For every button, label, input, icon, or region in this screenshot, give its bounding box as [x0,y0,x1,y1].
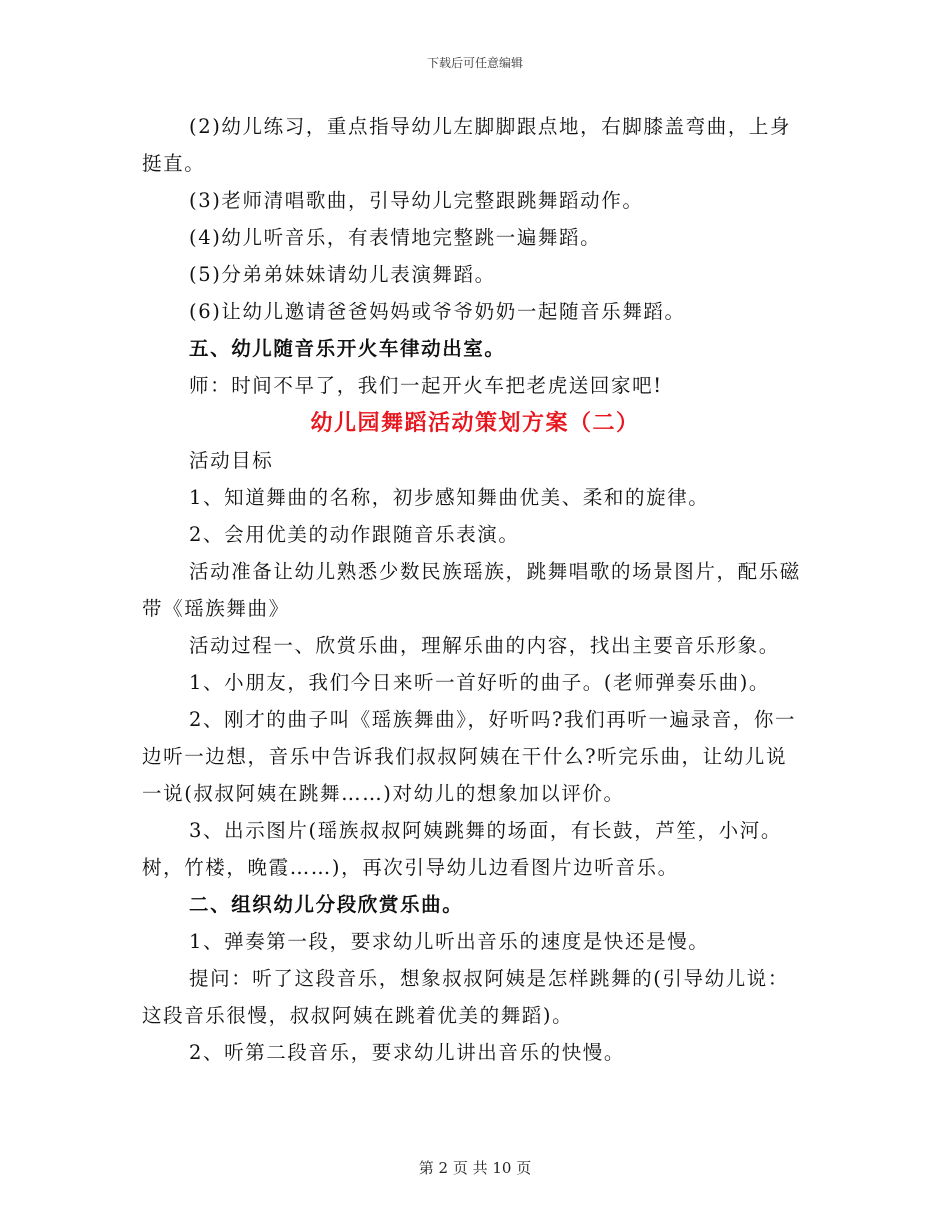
section-heading-five: 五、幼儿随音乐开火车律动出室。 [189,337,506,360]
header-note: 下载后可任意编辑 [426,56,523,70]
section-heading-two: 二、组织幼儿分段欣赏乐曲。 [189,893,464,916]
process-step-2: 2、刚才的曲子叫《瑶族舞曲》，好听吗?我们再听一遍录音，你一边听一边想，音乐中告诉我们叔叔阿姨在干什么?听完乐曲，让幼儿说一说(叔叔阿姨在跳舞……)对幼儿的想象加以评价。 [142,708,797,805]
activity-preparation: 活动准备让幼儿熟悉少数民族瑶族，跳舞唱歌的场景图片，配乐磁带《瑶族舞曲》 [142,560,801,620]
goal-1: 1、知道舞曲的名称，初步感知舞曲优美、柔和的旋律。 [189,486,710,509]
page-indicator: 第 2 页 共 10 页 [418,1159,532,1177]
paragraph-step-3: (3)老师清唱歌曲，引导幼儿完整跟跳舞蹈动作。 [189,189,644,212]
segment-step-2: 2、听第二段音乐，要求幼儿讲出音乐的快慢。 [189,1041,626,1064]
goal-2: 2、会用优美的动作跟随音乐表演。 [189,523,520,546]
activity-goals-label: 活动目标 [189,449,274,472]
activity-process-1: 活动过程一、欣赏乐曲，理解乐曲的内容，找出主要音乐形象。 [189,634,780,657]
document-body [142,108,808,1071]
process-step-3: 3、出示图片(瑶族叔叔阿姨跳舞的场面，有长鼓，芦笙，小河。树，竹楼，晚霞……)，再次引导幼儿边看图片边听音乐。 [142,819,782,879]
question-prompt: 提问：听了这段音乐，想象叔叔阿姨是怎样跳舞的(引导幼儿说：这段音乐很慢，叔叔阿姨在跳着优美的舞蹈)。 [142,967,790,1027]
paragraph-step-6: (6)让幼儿邀请爸爸妈妈或爷爷奶奶一起随音乐舞蹈。 [189,300,686,323]
paragraph-step-2: (2)幼儿练习，重点指导幼儿左脚脚跟点地，右脚膝盖弯曲，上身挺直。 [142,115,792,175]
segment-step-1: 1、弹奏第一段，要求幼儿听出音乐的速度是快还是慢。 [189,930,710,953]
teacher-line: 师：时间不早了，我们一起开火车把老虎送回家吧! [189,374,663,397]
process-step-1: 1、小朋友，我们今日来听一首好听的曲子。(老师弹奏乐曲)。 [189,671,771,694]
paragraph-step-4: (4)幼儿听音乐，有表情地完整跳一遍舞蹈。 [189,226,602,249]
document-title: 幼儿园舞蹈活动策划方案（二） [310,410,640,436]
paragraph-step-5: (5)分弟弟妹妹请幼儿表演舞蹈。 [189,263,496,286]
